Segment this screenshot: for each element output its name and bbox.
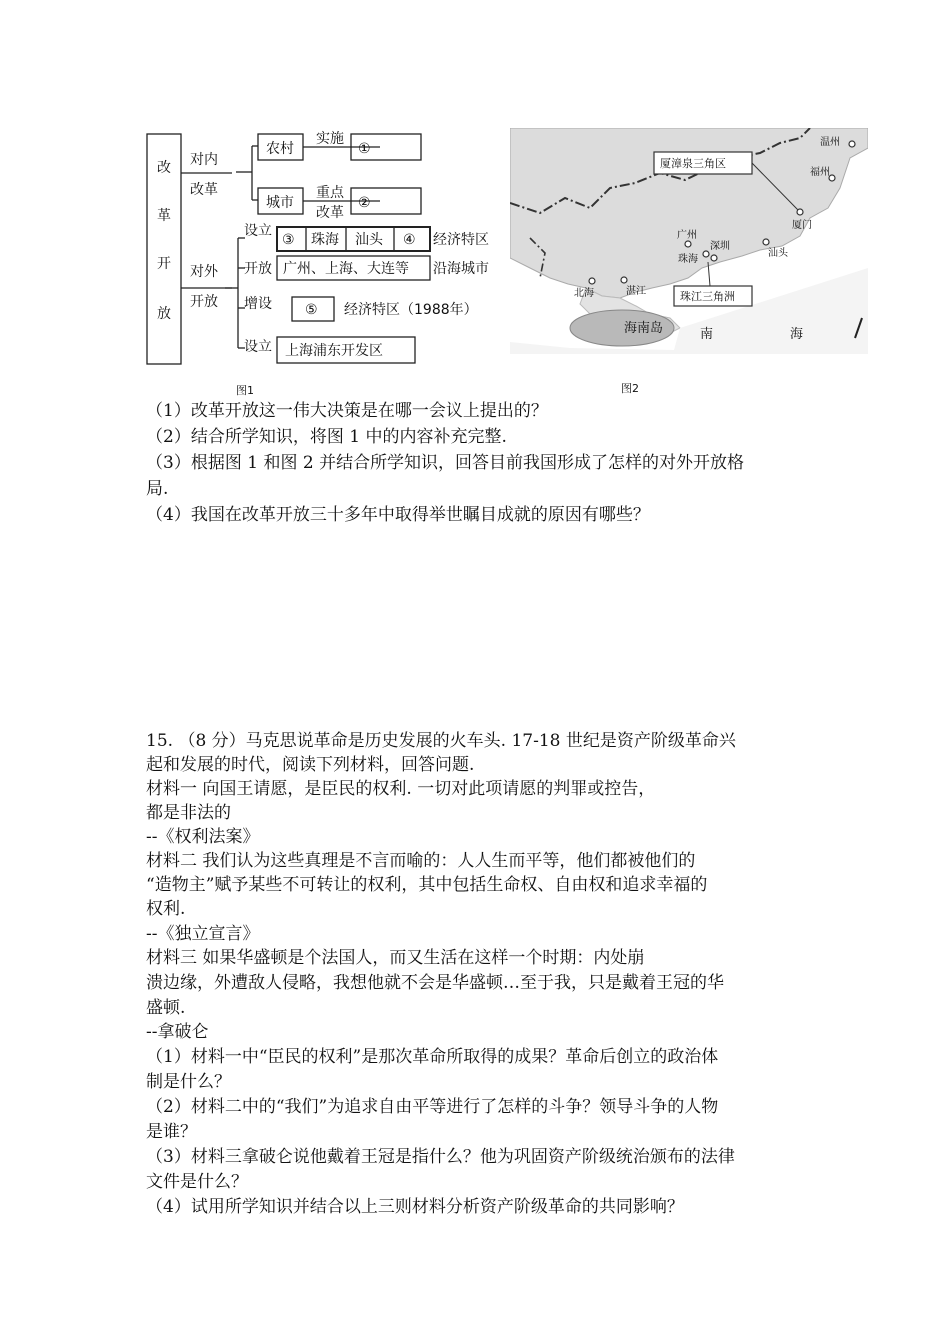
- map-label-beihai: 北海: [574, 288, 594, 299]
- foreign-label-1: 对外: [190, 264, 218, 280]
- q14-line-4: 局.: [146, 479, 169, 499]
- sez-label: 经济特区: [433, 232, 489, 248]
- blank-5: ⑤: [305, 302, 318, 318]
- rural-action: 实施: [316, 131, 344, 147]
- map-label-zhuhai: 珠海: [678, 254, 698, 265]
- q14-line-3: （3）根据图 1 和图 2 并结合所学知识，回答目前我国形成了怎样的对外开放格: [146, 453, 745, 473]
- urban-action-2: 改革: [316, 205, 344, 221]
- map-label-xiamen: 厦门: [792, 220, 812, 231]
- sez-shantou: 汕头: [355, 232, 383, 248]
- q15-line-6: 材料二 我们认为这些真理是不言而喻的：人人生而平等，他们都被他们的: [146, 851, 696, 871]
- root-char-4: 放: [157, 306, 171, 322]
- q15-line-10: 材料三 如果华盛顿是个法国人，而又生活在这样一个时期：内处崩: [146, 948, 645, 968]
- q15-line-19: 文件是什么？: [146, 1172, 248, 1192]
- coastal-label: 沿海城市: [433, 261, 489, 277]
- blank-4: ④: [403, 232, 416, 248]
- domestic-label-1: 对内: [190, 152, 218, 168]
- figure-2-caption: 图2: [621, 382, 639, 395]
- blank-2: ②: [358, 195, 371, 211]
- figure-2-map: [510, 128, 868, 354]
- q15-line-15: 制是什么？: [146, 1072, 231, 1092]
- q15-line-14: （1）材料一中“臣民的权利”是那次革命所取得的成果？革命后创立的政治体: [146, 1047, 719, 1067]
- map-label-hainan: 海南岛: [624, 321, 664, 336]
- q15-line-2: 起和发展的时代，阅读下列材料，回答问题.: [146, 755, 475, 775]
- root-char-2: 革: [157, 208, 171, 224]
- root-char-3: 开: [157, 256, 171, 272]
- q15-line-11: 溃边缘，外遭敌人侵略，我想他就不会是华盛顿…至于我，只是戴着王冠的华: [146, 973, 724, 993]
- map-label-xzq-delta: 厦漳泉三角区: [660, 157, 726, 170]
- foreign-label-2: 开放: [190, 294, 218, 310]
- blank-1: ①: [358, 141, 371, 157]
- map-label-guangzhou: 广州: [677, 230, 697, 241]
- sez-1988: 经济特区（1988年）: [344, 302, 478, 318]
- q15-line-18: （3）材料三拿破仑说他戴着王冠是指什么？他为巩固资产阶级统治颁布的法律: [146, 1147, 735, 1167]
- map-label-prd-delta: 珠江三角洲: [680, 290, 735, 303]
- urban-label: 城市: [266, 195, 294, 211]
- urban-action-1: 重点: [316, 185, 344, 201]
- q14-line-5: （4）我国在改革开放三十多年中取得举世瞩目成就的原因有哪些？: [146, 505, 650, 525]
- blank-3: ③: [282, 232, 295, 248]
- map-label-sea: 海: [790, 327, 804, 342]
- reform-tree-svg: [140, 128, 505, 373]
- rural-label: 农村: [266, 141, 294, 157]
- q15-line-17: 是谁？: [146, 1122, 197, 1142]
- q15-line-5: --《权利法案》: [146, 827, 260, 847]
- map-label-fuzhou: 福州: [810, 167, 830, 178]
- q15-line-1: 15. （8 分）马克思说革命是历史发展的火车头. 17-18 世纪是资产阶级革命兴: [146, 731, 736, 751]
- q15-line-20: （4）试用所学知识并结合以上三则材料分析资产阶级革命的共同影响？: [146, 1197, 684, 1217]
- q15-line-12: 盛顿.: [146, 998, 186, 1018]
- setup-label-1: 设立: [244, 223, 272, 239]
- map-label-wenzhou: 温州: [820, 137, 840, 148]
- root-char-1: 改: [157, 160, 171, 176]
- open-label: 开放: [244, 261, 272, 277]
- q15-line-13: --拿破仑: [146, 1022, 209, 1042]
- map-label-zhanjiang: 湛江: [626, 286, 646, 297]
- pudong-label: 上海浦东开发区: [285, 343, 383, 359]
- figure-1-caption: 图1: [236, 384, 254, 397]
- add-label: 增设: [244, 296, 272, 312]
- q15-line-16: （2）材料二中的“我们”为追求自由平等进行了怎样的斗争？领导斗争的人物: [146, 1097, 719, 1117]
- setup-label-2: 设立: [244, 339, 272, 355]
- q15-line-8: 权利.: [146, 899, 186, 919]
- q14-line-1: （1）改革开放这一伟大决策是在哪一会议上提出的？: [146, 401, 548, 421]
- q14-line-2: （2）结合所学知识，将图 1 中的内容补充完整.: [146, 427, 507, 447]
- q15-line-7: “造物主”赋予某些不可转让的权利，其中包括生命权、自由权和追求幸福的: [146, 875, 708, 895]
- map-svg: [510, 128, 868, 354]
- q15-line-3: 材料一 向国王请愿，是臣民的权利. 一切对此项请愿的判罪或控告，: [146, 779, 656, 799]
- domestic-label-2: 改革: [190, 182, 218, 198]
- sez-zhuhai: 珠海: [311, 232, 339, 248]
- figure-1-reform-diagram: [140, 128, 505, 373]
- q15-line-9: --《独立宣言》: [146, 924, 260, 944]
- map-label-shantou: 汕头: [768, 248, 788, 259]
- q15-line-4: 都是非法的: [146, 803, 231, 823]
- coastal-cities: 广州、上海、大连等: [283, 261, 409, 277]
- map-label-south: 南: [700, 327, 714, 342]
- map-label-shenzhen: 深圳: [710, 241, 730, 252]
